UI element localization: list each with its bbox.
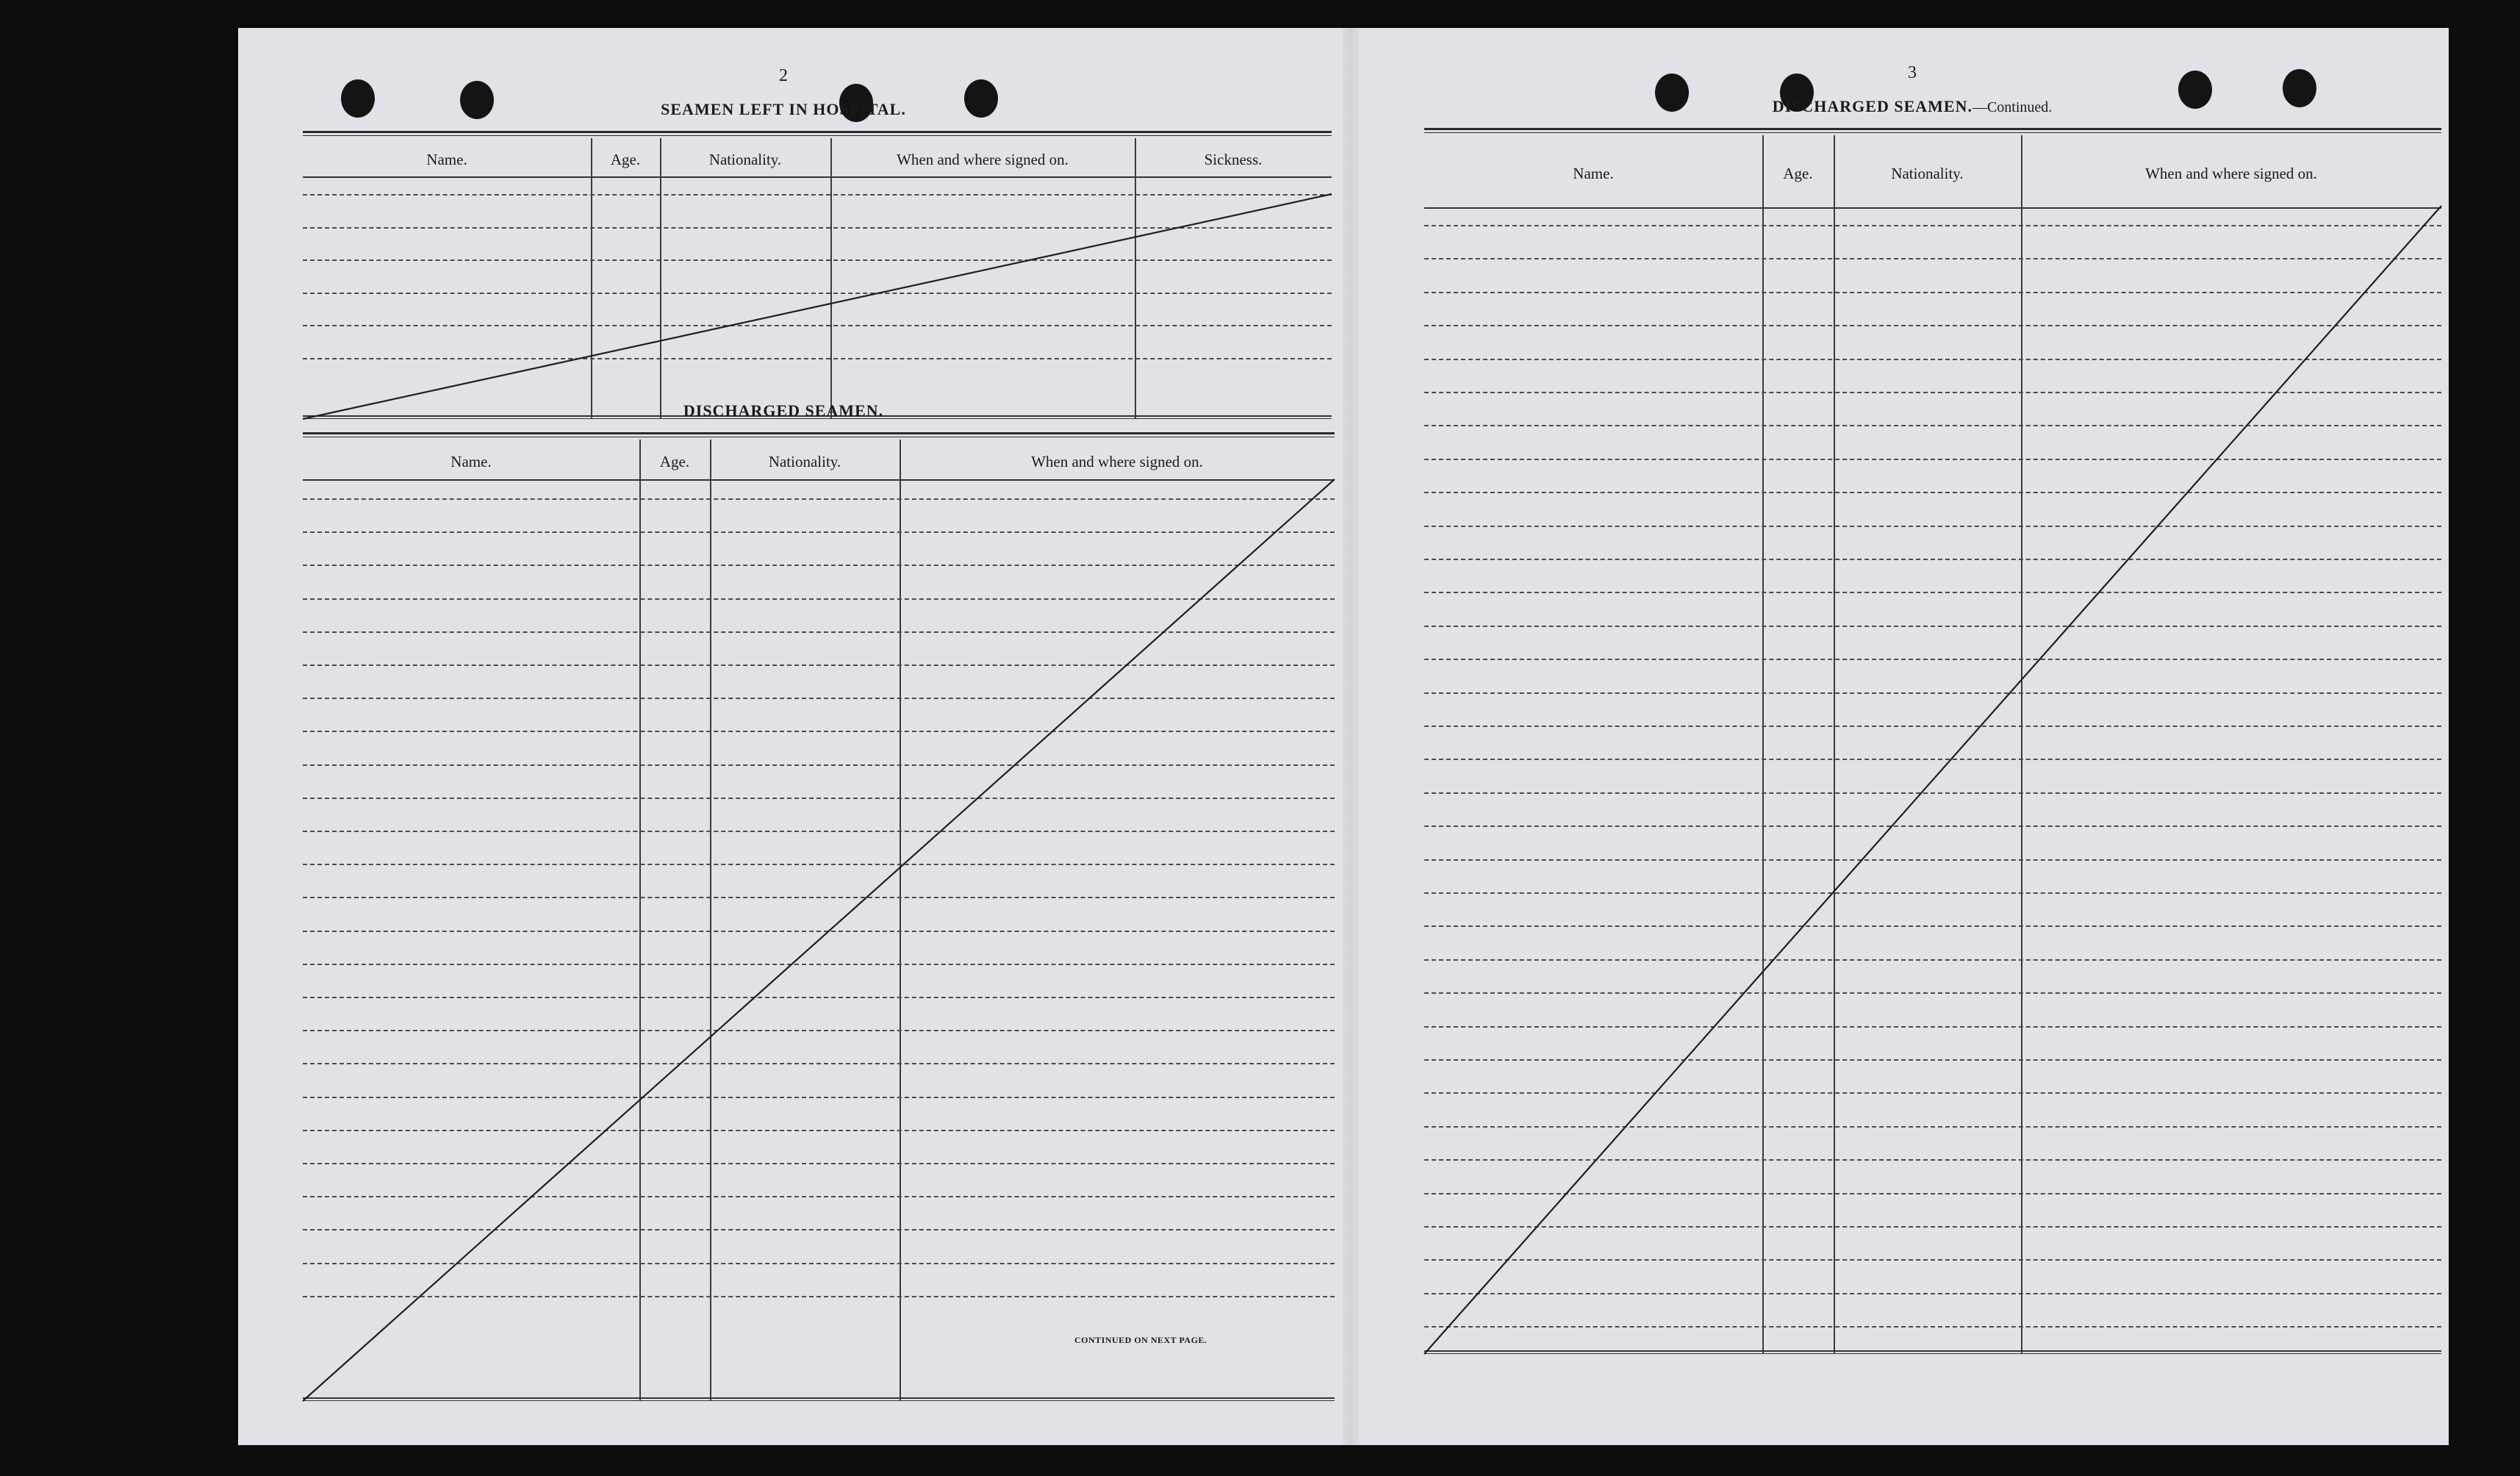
column-header: Age. — [1783, 165, 1813, 182]
column-header: Nationality. — [768, 453, 841, 470]
column-header: Name. — [426, 151, 467, 168]
column-header: Name. — [450, 453, 492, 470]
left-page — [238, 28, 1343, 1445]
column-header: Age. — [610, 151, 641, 168]
continued-note: CONTINUED ON NEXT PAGE. — [1074, 1335, 1207, 1345]
page-number: 3 — [1908, 63, 1917, 82]
cancel-stroke — [1424, 128, 2441, 1354]
cancel-stroke — [303, 432, 1335, 1401]
column-header: Nationality. — [708, 151, 782, 168]
cancel-stroke — [303, 131, 1332, 419]
page-number: 2 — [779, 66, 788, 85]
discharged-continued-heading — [1773, 97, 2053, 116]
hospital-heading: SEAMEN LEFT IN HOSPITAL. — [661, 100, 906, 118]
discharged-heading: DISCHARGED SEAMEN. — [683, 401, 884, 420]
column-header: When and where signed on. — [1031, 453, 1203, 470]
column-header: When and where signed on. — [2145, 165, 2317, 182]
right-page — [1359, 28, 2449, 1445]
heading-text: DISCHARGED SEAMEN. — [1772, 97, 1972, 115]
column-header: Sickness. — [1204, 151, 1263, 168]
cancel-line — [303, 479, 1335, 1401]
document-spread — [238, 28, 2449, 1445]
cancel-line — [1424, 206, 2441, 1354]
page-fold — [1343, 28, 1359, 1445]
column-header: Nationality. — [1891, 165, 1964, 182]
hospital-table — [303, 131, 1332, 419]
discharged-table-left — [303, 432, 1335, 1401]
discharged-table-right — [1424, 128, 2441, 1354]
cancel-line — [303, 194, 1332, 419]
column-header: Age. — [659, 453, 690, 470]
column-header: When and where signed on. — [897, 151, 1069, 168]
heading-suffix: —Continued. — [1972, 99, 2053, 115]
column-header: Name. — [1573, 165, 1614, 182]
